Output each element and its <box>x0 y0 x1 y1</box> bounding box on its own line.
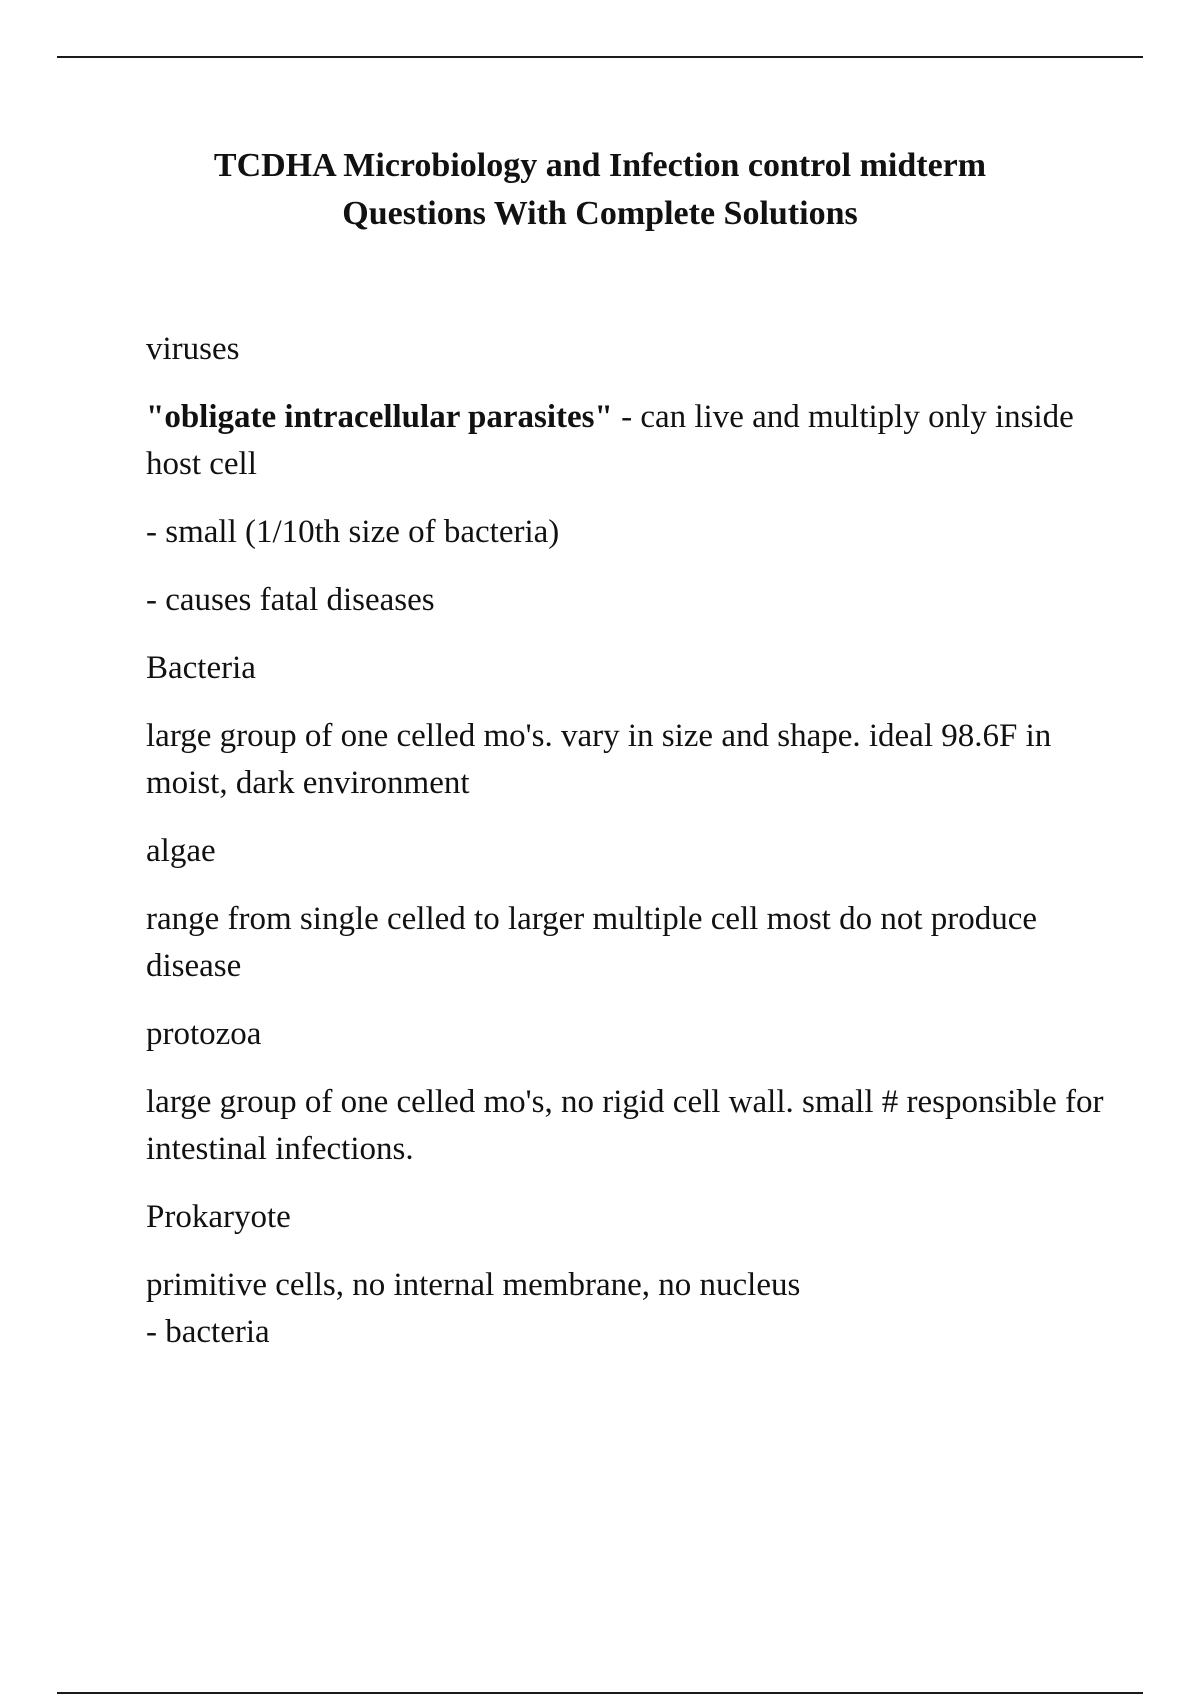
title-line-1: TCDHA Microbiology and Infection control midterm <box>213 147 987 184</box>
definition-protozoa: large group of one celled mo's, no rigid cell wall. small # responsible for intestinal infections. <box>146 1084 1104 1167</box>
definition-text: - can live and multiply only inside host cell <box>146 399 1074 482</box>
term-protozoa: protozoa <box>146 1016 262 1052</box>
definition-line: primitive cells, no internal membrane, no nucleus <box>146 1267 801 1303</box>
definition-prokaryote <box>146 1262 1106 1356</box>
bullet-item: - causes fatal diseases <box>146 582 435 618</box>
term-algae: algae <box>146 833 216 869</box>
bullet-item: - small (1/10th size of bacteria) <box>146 514 560 550</box>
term-viruses: viruses <box>146 331 240 367</box>
definition-viruses <box>146 394 1106 488</box>
flashcard-list <box>146 326 1106 1377</box>
header-rule <box>57 56 1143 58</box>
definition-bold-text: "obligate intracellular parasites" <box>146 399 613 435</box>
title-line-2: Questions With Complete Solutions <box>342 195 858 232</box>
definition-bacteria: large group of one celled mo's. vary in size and shape. ideal 98.6F in moist, dark environment <box>146 718 1052 801</box>
document-title <box>100 142 1100 238</box>
term-prokaryote: Prokaryote <box>146 1199 291 1235</box>
definition-algae: range from single celled to larger multiple cell most do not produce disease <box>146 901 1038 984</box>
definition-line: - bacteria <box>146 1314 270 1350</box>
term-bacteria: Bacteria <box>146 650 256 686</box>
footer-rule <box>57 1692 1143 1694</box>
